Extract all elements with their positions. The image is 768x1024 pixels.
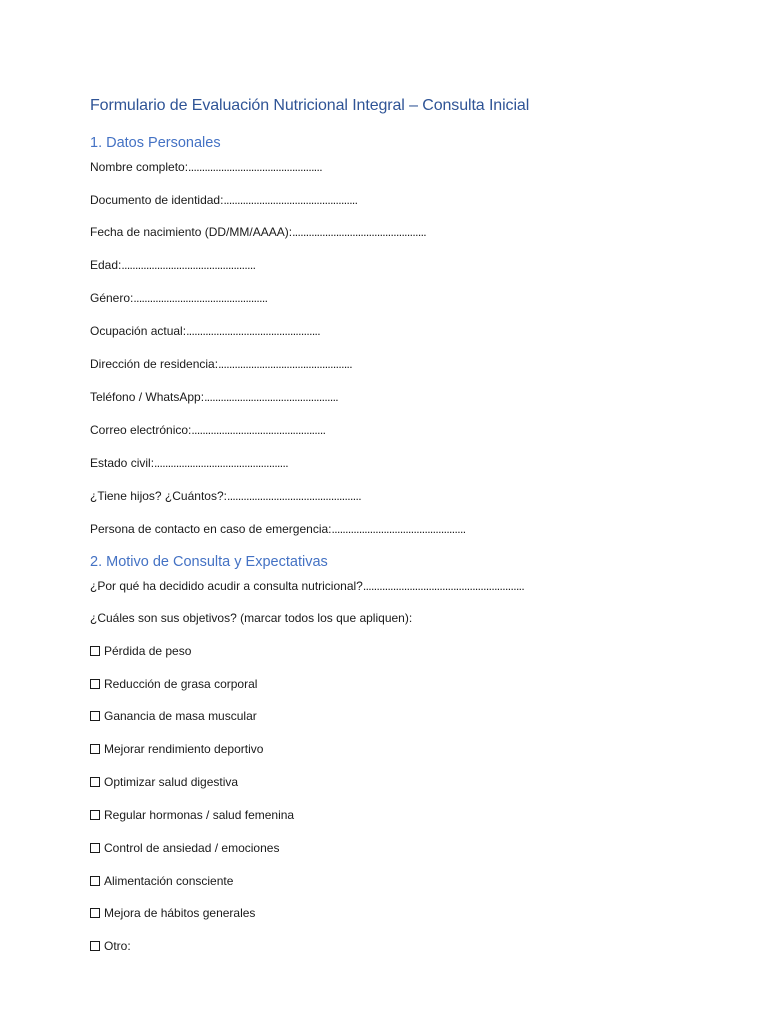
- checkbox-icon[interactable]: [90, 711, 100, 721]
- field-label: ¿Tiene hijos? ¿Cuántos?:: [90, 489, 227, 503]
- field-label: Persona de contacto en caso de emergencia:: [90, 522, 332, 536]
- field-estado-civil[interactable]: [90, 455, 288, 471]
- option-alimentacion-consciente[interactable]: [90, 873, 233, 889]
- option-label: Optimizar salud digestiva: [104, 775, 239, 789]
- field-label: Fecha de nacimiento (DD/MM/AAAA):: [90, 225, 293, 239]
- option-label: Mejorar rendimiento deportivo: [104, 742, 264, 756]
- option-label: Mejora de hábitos generales: [104, 906, 256, 920]
- section-heading-motivo-consulta: 2. Motivo de Consulta y Expectativas: [90, 554, 328, 570]
- fill-in-dots: .................................................: [121, 258, 256, 272]
- fill-in-dots: .................................................: [218, 357, 353, 371]
- fill-in-dots: .................................................: [188, 160, 323, 174]
- field-label: Edad:: [90, 258, 122, 272]
- field-label: Nombre completo:: [90, 160, 189, 174]
- option-ansiedad[interactable]: [90, 840, 279, 856]
- fill-in-dots: .................................................: [223, 193, 358, 207]
- field-correo[interactable]: [90, 422, 325, 438]
- fill-in-dots: .................................................: [133, 291, 268, 305]
- option-ganancia-masa[interactable]: [90, 708, 257, 724]
- checkbox-icon[interactable]: [90, 646, 100, 656]
- fill-in-dots: .................................................: [226, 489, 361, 503]
- field-label: Género:: [90, 291, 134, 305]
- field-edad[interactable]: [90, 257, 255, 273]
- option-reduccion-grasa[interactable]: [90, 676, 257, 692]
- field-label: Ocupación actual:: [90, 324, 187, 338]
- field-genero[interactable]: [90, 290, 267, 306]
- checkbox-icon[interactable]: [90, 810, 100, 820]
- field-label: ¿Por qué ha decidido acudir a consulta nutricional?: [90, 579, 363, 593]
- field-label: Documento de identidad:: [90, 193, 224, 207]
- field-ocupacion[interactable]: [90, 323, 320, 339]
- option-label: Reducción de grasa corporal: [104, 677, 258, 691]
- fill-in-dots: .................................................: [204, 390, 339, 404]
- checkbox-icon[interactable]: [90, 941, 100, 951]
- option-perdida-peso[interactable]: [90, 643, 191, 659]
- fill-in-dots: ...........................................................: [362, 579, 525, 593]
- field-label: Estado civil:: [90, 456, 155, 470]
- option-label: Pérdida de peso: [104, 644, 192, 658]
- field-contacto-emergencia[interactable]: [90, 521, 465, 537]
- option-rendimiento-deportivo[interactable]: [90, 741, 263, 757]
- document-title: Formulario de Evaluación Nutricional Integral – Consulta Inicial: [90, 97, 530, 114]
- checkbox-icon[interactable]: [90, 679, 100, 689]
- option-label: Control de ansiedad / emociones: [104, 841, 280, 855]
- field-documento-identidad[interactable]: [90, 192, 357, 208]
- fill-in-dots: .................................................: [154, 456, 288, 470]
- field-fecha-nacimiento[interactable]: [90, 224, 426, 240]
- objectives-question: ¿Cuáles son sus objetivos? (marcar todos los que apliquen):: [90, 611, 413, 625]
- field-label: Dirección de residencia:: [90, 357, 219, 371]
- option-label: Alimentación consciente: [104, 874, 234, 888]
- fill-in-dots: .................................................: [191, 423, 326, 437]
- checkbox-icon[interactable]: [90, 876, 100, 886]
- field-label: Correo electrónico:: [90, 423, 192, 437]
- checkbox-icon[interactable]: [90, 843, 100, 853]
- checkbox-icon[interactable]: [90, 777, 100, 787]
- fill-in-dots: .................................................: [331, 522, 466, 536]
- field-hijos[interactable]: [90, 488, 361, 504]
- option-salud-digestiva[interactable]: [90, 774, 238, 790]
- field-motivo-consulta[interactable]: [90, 578, 524, 594]
- option-otro[interactable]: [90, 938, 131, 954]
- field-direccion[interactable]: [90, 356, 352, 372]
- option-habitos-generales[interactable]: [90, 905, 255, 921]
- checkbox-icon[interactable]: [90, 744, 100, 754]
- option-label: Ganancia de masa muscular: [104, 709, 257, 723]
- fill-in-dots: .................................................: [292, 225, 427, 239]
- option-label: Otro:: [104, 939, 131, 953]
- fill-in-dots: .................................................: [186, 324, 321, 338]
- field-telefono[interactable]: [90, 389, 338, 405]
- option-hormonas[interactable]: [90, 807, 294, 823]
- field-label: Teléfono / WhatsApp:: [90, 390, 205, 404]
- checkbox-icon[interactable]: [90, 908, 100, 918]
- section-heading-datos-personales: 1. Datos Personales: [90, 135, 221, 151]
- field-nombre-completo[interactable]: [90, 159, 322, 175]
- option-label: Regular hormonas / salud femenina: [104, 808, 295, 822]
